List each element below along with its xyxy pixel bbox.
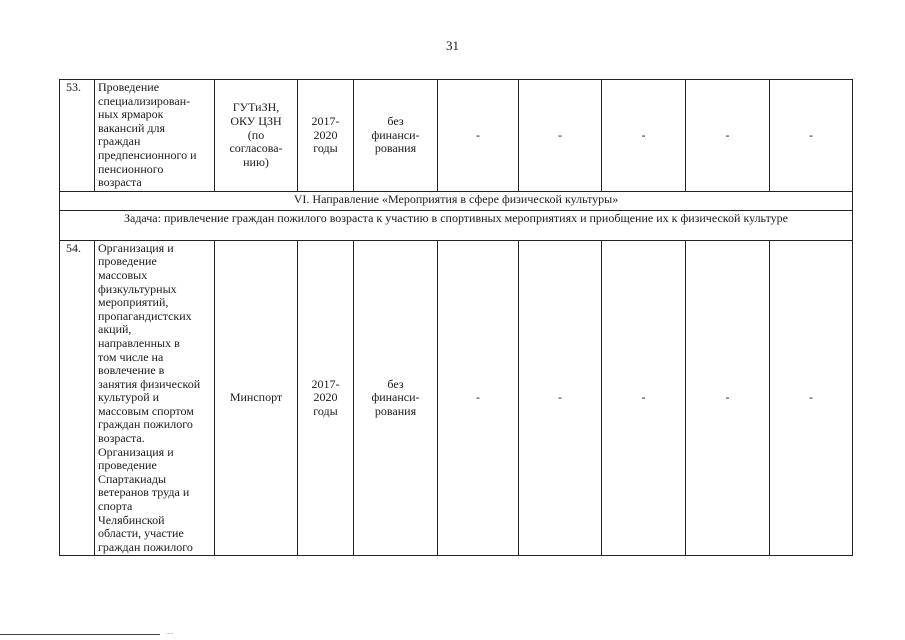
row-number: 54. [60,240,95,556]
funding-source: без финанси- рования [354,80,438,192]
footnote-dots: ..... [166,630,174,636]
table-row-54 [60,240,853,556]
row-number: 53. [60,80,95,192]
page-number: 31 [446,38,459,53]
event-description: Проведение специализирован- ных ярмарок вакансий для граждан предпенсионного и пенсионного возраста [95,80,215,192]
value-cell: - [438,80,519,192]
value-cell: - [602,80,686,192]
table-row-53 [60,80,853,192]
value-cell: - [438,240,519,556]
program-table [59,79,853,556]
value-cell: - [519,80,602,192]
executor: ГУТиЗН, ОКУ ЦЗН (по согласова- нию) [215,80,298,192]
value-cell: - [770,240,853,556]
executor: Минспорт [215,240,298,556]
task-text: Задача: привлечение граждан пожилого возраста к участию в спортивных мероприятиях и приобщение их к физической культуре [60,210,853,240]
footnote-divider [0,634,160,635]
period: 2017- 2020 годы [298,80,354,192]
period: 2017- 2020 годы [298,240,354,556]
event-description: Организация и проведение массовых физкультурных мероприятий, пропагандистских акций, направленных в том числе на вовлечение в занятия физической культурой и массовым спортом граждан пожилого возраста. Организация и проведение Спартакиады ветеранов труда и спорта Челябинской области, участие граждан пожилого [95,240,215,556]
section-heading-row [60,191,853,210]
section-title: VI. Направление «Мероприятия в сфере физической культуры» [60,191,853,210]
funding-source: без финанси- рования [354,240,438,556]
value-cell: - [770,80,853,192]
value-cell: - [686,80,770,192]
task-row [60,210,853,240]
value-cell: - [602,240,686,556]
value-cell: - [686,240,770,556]
value-cell: - [519,240,602,556]
